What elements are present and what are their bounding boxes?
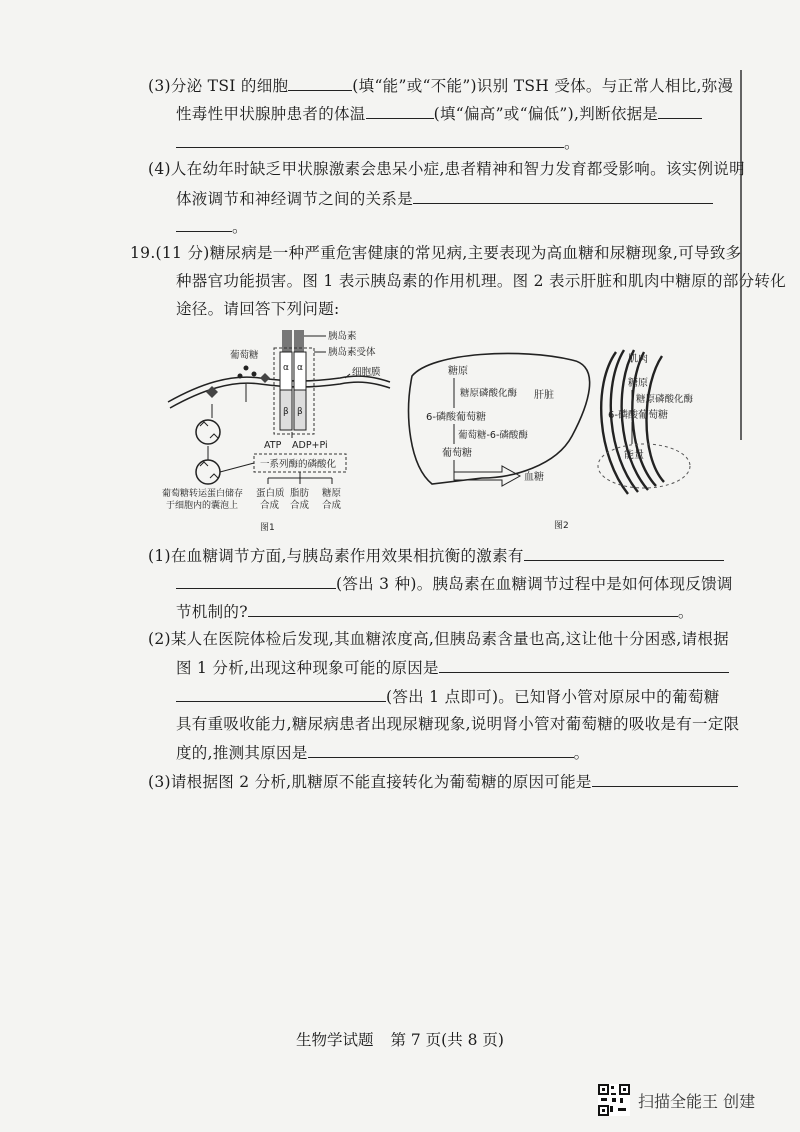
fat-synth-label: 合成 [290, 500, 310, 511]
fat-label: 脂肪 [290, 488, 310, 499]
glucose-label: 葡萄糖 [230, 350, 259, 361]
q18-3-line2 [176, 102, 702, 125]
figure-2-glycogen-pathways [402, 346, 714, 534]
scanner-watermark [598, 1084, 755, 1116]
footer-subject: 生物学试题 [296, 1031, 374, 1049]
q18-3-text-c: 性毒性甲状腺肿患者的体温 [176, 105, 366, 123]
glycogen-synth-label: 合成 [322, 500, 342, 511]
q18-4-text-c: 。 [232, 218, 248, 236]
vesicle-label-1: 葡萄糖转运蛋白储存 [162, 489, 244, 499]
answer-blank[interactable] [366, 102, 434, 119]
q19-2-text-e: 度的,推测其原因是 [176, 744, 308, 762]
protein-label: 蛋白质 [256, 488, 285, 499]
alpha-label: α [297, 363, 303, 373]
beta-label: β [297, 407, 303, 417]
answer-blank[interactable] [524, 544, 724, 561]
q19-intro-2: 种器官功能损害。图 1 表示胰岛素的作用机理。图 2 表示肝脏和肌肉中糖原的部分转化 [176, 272, 787, 290]
liver-glucose-label: 葡萄糖 [442, 448, 472, 459]
q19-2-line2 [176, 656, 729, 679]
q18-3-line1 [148, 74, 733, 97]
watermark-text: 扫描全能王 创建 [638, 1091, 756, 1111]
q19-3-text-a: (3)请根据图 2 分析,肌糖原不能直接转化为葡萄糖的原因可能是 [148, 773, 592, 791]
q19-2-text-d: 具有重吸收能力,糖尿病患者出现尿糖现象,说明肾小管对葡萄糖的吸收是有一定限 [176, 715, 740, 733]
answer-blank[interactable] [308, 741, 574, 758]
answer-blank[interactable] [413, 187, 713, 204]
q19-1-text-b: (答出 3 种)。胰岛素在血糖调节过程中是如何体现反馈调 [336, 575, 733, 593]
q19-2-line5 [176, 741, 589, 764]
figure-1-insulin-mechanism [160, 322, 400, 534]
insulin-mark [282, 330, 292, 352]
muscle-enzyme-label: 糖原磷酸化酶 [636, 394, 694, 405]
phosphorylation-label: 一系列酶的磷酸化 [260, 459, 337, 470]
answer-blank[interactable] [176, 215, 232, 232]
muscle-fibers [601, 350, 664, 494]
q18-3-text-e: 。 [564, 134, 580, 152]
figure-1-caption: 图1 [260, 523, 275, 533]
q18-3-line3 [176, 131, 580, 154]
q19-2-text-f: 。 [573, 744, 590, 762]
insulin-label: 胰岛素 [328, 331, 357, 342]
q19-intro-3: 途径。请回答下列问题: [176, 300, 340, 318]
atp-label: ATP [264, 440, 282, 451]
arrow [220, 463, 254, 472]
vesicle-transporter [200, 462, 218, 478]
q19-1-line1 [148, 544, 724, 567]
blood-arrow [454, 460, 520, 486]
q19-1-text-a: (1)在血糖调节方面,与胰岛素作用效果相抗衡的激素有 [148, 547, 524, 565]
q19-2-line4 [176, 713, 739, 735]
q18-4-text-b: 体液调节和神经调节之间的关系是 [176, 190, 414, 208]
membrane-label: 细胞膜 [352, 367, 381, 378]
q19-1-line2 [176, 572, 733, 595]
q19-2-text-b: 图 1 分析,出现这种现象可能的原因是 [176, 659, 439, 677]
q18-4-line2 [176, 187, 713, 210]
q19-2-text-c: (答出 1 点即可)。已知肾小管对原尿中的葡萄糖 [386, 688, 720, 706]
answer-blank[interactable] [176, 131, 564, 148]
liver-g6p-label: 6-磷酸葡萄糖 [426, 412, 486, 423]
membrane-outer [168, 376, 390, 402]
liver-glycogen-label: 糖原 [448, 366, 468, 377]
answer-blank[interactable] [288, 74, 352, 91]
protein-synth-label: 合成 [260, 500, 280, 511]
glucose-transporter [260, 373, 270, 383]
vesicle [196, 420, 220, 444]
answer-blank[interactable] [248, 600, 678, 617]
q18-3-text-d: (填“偏高”或“偏低”),判断依据是 [433, 105, 659, 123]
adp-label: ADP+Pi [292, 440, 328, 451]
answer-blank[interactable] [176, 572, 336, 589]
energy-label: 能量 [624, 450, 644, 461]
q19-3-line1 [148, 770, 738, 793]
answer-blank[interactable] [592, 770, 738, 787]
q18-3-text-b: (填“能”或“不能”)识别 TSH 受体。与正常人相比,弥漫 [352, 77, 734, 95]
vesicle-label-2: 于细胞内的囊泡上 [166, 501, 239, 511]
q19-2-text-a: (2)某人在医院体检后发现,其血糖浓度高,但胰岛素含量也高,这让他十分困惑,请根据 [148, 630, 729, 648]
liver-enzyme-2-label: 葡萄糖-6-磷酸酶 [458, 430, 528, 441]
glucose-molecule [238, 374, 243, 379]
q19-2-line1 [148, 628, 729, 650]
q18-4-text-a: (4)人在幼年时缺乏甲状腺激素会患呆小症,患者精神和智力发育都受影响。该实例说明 [148, 160, 745, 178]
page-footer [0, 1028, 800, 1050]
q18-3-text-a: (3)分泌 TSI 的细胞 [148, 77, 289, 95]
liver-label: 肝脏 [534, 390, 554, 401]
glycogen-label: 糖原 [322, 488, 342, 499]
q19-intro-1: 19.(11 分)糖尿病是一种严重危害健康的常见病,主要表现为高血糖和尿糖现象,可导致多 [130, 244, 742, 262]
q19-2-line3 [176, 685, 720, 708]
answer-blank[interactable] [658, 102, 702, 119]
glucose-molecule [244, 366, 249, 371]
q19-1-line3 [176, 600, 694, 623]
muscle-label: 肌肉 [628, 354, 648, 365]
answer-blank[interactable] [176, 685, 386, 702]
glucose-molecule [252, 372, 257, 377]
footer-page-number: 第 7 页(共 8 页) [390, 1031, 504, 1049]
qr-code-icon [598, 1084, 630, 1116]
insulin-mark [294, 330, 304, 352]
muscle-g6p-label: 6-磷酸葡萄糖 [608, 410, 668, 421]
blood-sugar-label: 血糖 [524, 472, 544, 483]
beta-label: β [283, 407, 289, 417]
liver-enzyme-1-label: 糖原磷酸化酶 [460, 388, 518, 399]
answer-blank[interactable] [439, 656, 729, 673]
q18-4-line1 [148, 158, 745, 180]
receptor-label: 胰岛素受体 [328, 347, 376, 358]
vesicle [196, 460, 220, 484]
alpha-label: α [283, 363, 289, 373]
muscle-glycogen-label: 糖原 [628, 378, 648, 389]
figure-2-caption: 图2 [554, 521, 569, 531]
q18-4-line3 [176, 215, 248, 238]
q19-1-text-d: 。 [677, 603, 694, 621]
q19-1-text-c: 节机制的? [176, 603, 248, 621]
vesicle-transporter [200, 422, 218, 438]
